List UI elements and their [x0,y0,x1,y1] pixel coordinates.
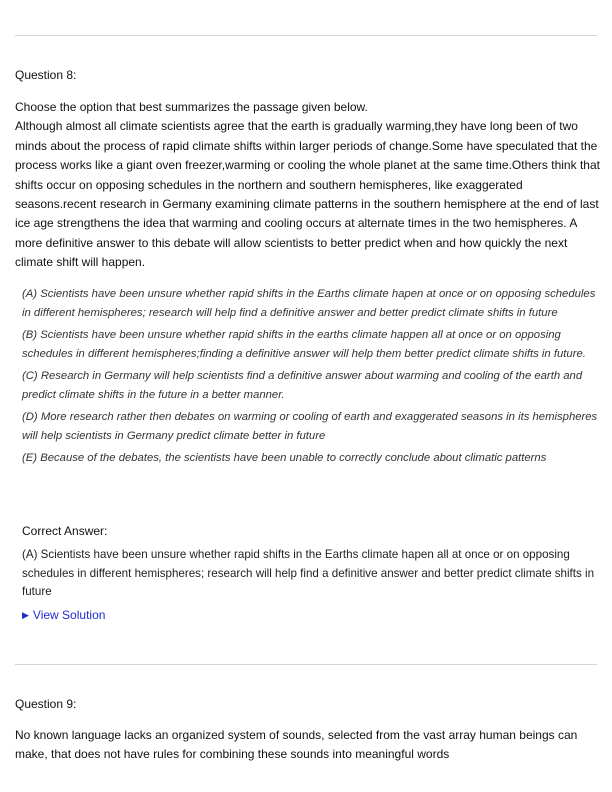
option-e[interactable]: (E) Because of the debates, the scientists have been unable to correctly conclude about climatic patterns [22,452,547,464]
top-divider [15,35,597,36]
question-8-instruction: Choose the option that best summarizes the passage given below. [15,100,368,114]
correct-answer-text: (A) Scientists have been unsure whether rapid shifts in the Earths climate hapen all at once or on opposing schedules in different hemispheres; research will help find a definitive answer and better predict climate shifts in future [22,548,595,599]
option-a[interactable]: (A) Scientists have been unsure whether rapid shifts in the Earths climate hapen at once or on opposing schedules in different hemispheres; research will help find a definitive answer and better predict climate shifts in future [22,288,596,319]
view-solution-label: View Solution [32,608,106,622]
correct-answer-label: Correct Answer: [22,524,108,538]
question-8-label: Question 8: [15,68,77,82]
answer-options [22,285,600,472]
section-divider [15,664,597,665]
question-8-passage-block [15,98,600,273]
question-8-passage: Although almost all climate scientists agree that the earth is gradually warming,they have long been of two minds about the process of rapid climate shifts within larger periods of change.Some have speculated that the process works like a giant oven freezer,warming or cooling the whole planet at the same time.Others think that shifts occur on opposing schedules in the northern and southern hemispheres, like exaggerated seasons.recent research in Germany examining climate patterns in the southern hemisphere at the end of last ice age strengthens the idea that warming and cooling occurs at alternate times in the two hemispheres. A more definitive answer to this debate will allow scientists to better predict when and how quickly the next climate shift will happen. [15,119,600,270]
option-b[interactable]: (B) Scientists have been unsure whether rapid shifts in the earths climate happen all at once or on opposing schedules in different hemispheres;finding a definitive answer will help them better predict climate shifts in future. [22,329,586,360]
expand-triangle-icon: ▶ [22,610,29,620]
question-9-label: Question 9: [15,697,77,711]
view-solution-link[interactable] [22,608,105,622]
question-9-text: No known language lacks an organized system of sounds, selected from the vast array human beings can make, that does not have rules for combining these sounds into meaningful words [15,728,578,762]
option-d[interactable]: (D) More research rather then debates on warming or cooling of earth and exaggerated seasons in its hemispheres will help scientists in Germany predict climate better in future [22,411,598,442]
option-c[interactable]: (C) Research in Germany will help scientists find a definitive answer about warming and cooling of the earth and predict climate shifts in the future in a better manner. [22,370,583,401]
